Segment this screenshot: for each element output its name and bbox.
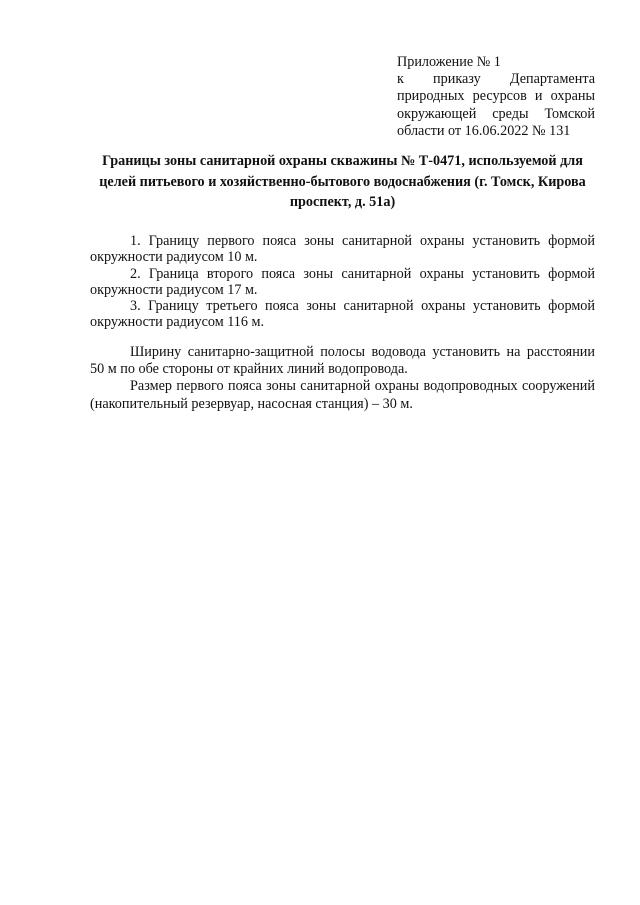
appendix-block — [397, 54, 595, 140]
boundary-items — [90, 233, 595, 331]
appendix-reference: к приказу Департамента природных ресурсов и охраны окружающей среды Томской области от 16.06.2022 № 131 — [397, 71, 595, 139]
boundary-item-2: 2. Граница второго пояса зоны санитарной охраны установить формой окружности радиусом 17 м. — [90, 265, 595, 298]
boundary-item-3: 3. Границу третьего пояса зоны санитарной охраны установить формой окружности радиусом 116 м. — [90, 298, 595, 331]
note-protection-strip: Ширину санитарно-защитной полосы водовода установить на расстоянии 50 м по обе стороны от крайних линий водопровода. — [90, 344, 595, 378]
note-waterworks-zone: Размер первого пояса зоны санитарной охраны водопроводных сооружений (накопительный резервуар, насосная станция) – 30 м. — [90, 378, 595, 412]
boundary-item-1: 1. Границу первого пояса зоны санитарной охраны установить формой окружности радиусом 10 м. — [90, 233, 595, 266]
document-title: Границы зоны санитарной охраны скважины № Т-0471, используемой для целей питьевого и хозяйственно-бытового водоснабжения (г. Томск, Кирова проспект, д. 51а) — [99, 153, 586, 210]
notes-block — [90, 344, 595, 413]
appendix-heading: Приложение № 1 — [397, 54, 501, 70]
